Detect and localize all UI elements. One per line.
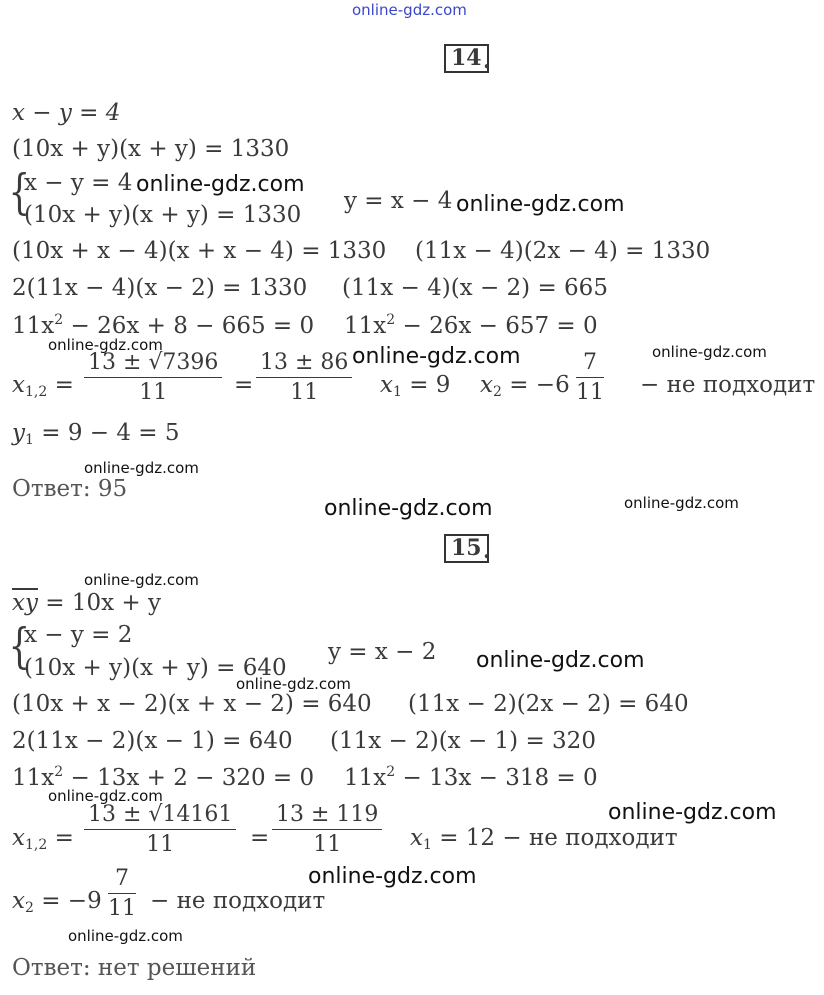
p15-system-eq-1: x − y = 2 xyxy=(24,622,133,648)
p14-y-substitution: y = x − 4 xyxy=(344,188,453,214)
p15-line-4b: (11x − 2)(2x − 2) = 640 xyxy=(408,691,689,717)
p14-x1: $x_1 = 9$ xyxy=(380,372,451,400)
p14-answer: Ответ: 95 xyxy=(12,476,128,502)
p14-line-6a: $11x^2 - 26x + 8 - 665 = 0$ xyxy=(12,312,315,339)
watermark-5: online-gdz.com xyxy=(652,343,767,361)
watermark-13: online-gdz.com xyxy=(608,800,777,825)
p15-answer: Ответ: нет решений xyxy=(12,955,257,981)
p14-fraction-1: 13 ± √7396 11 xyxy=(84,350,222,405)
problem-15-number: 15 xyxy=(444,534,489,563)
p14-line-5a: 2(11x − 4)(x − 2) = 1330 xyxy=(12,275,308,301)
watermark-8: online-gdz.com xyxy=(624,494,739,512)
p14-line-6b: $11x^2 - 26x - 657 = 0$ xyxy=(344,312,598,339)
p14-y1: $y_1 = 9 - 4 = 5$ xyxy=(12,420,180,448)
p15-x12-label: $x_{1,2}$ = xyxy=(12,825,74,853)
p14-line-2: (10x + y)(x + y) = 1330 xyxy=(12,136,290,162)
p15-line-5b: (11x − 2)(x − 1) = 320 xyxy=(330,728,596,754)
p14-line-1: x − y = 4 xyxy=(12,100,121,126)
p15-line-6b: $11x^2 - 13x - 318 = 0$ xyxy=(344,764,598,791)
p14-line-5b: (11x − 4)(x − 2) = 665 xyxy=(342,275,608,301)
p15-x2-note: − не подходит xyxy=(150,888,326,914)
p15-line-5a: 2(11x − 2)(x − 1) = 640 xyxy=(12,728,293,754)
p15-x2: $x_2 = -9$ xyxy=(12,888,102,916)
problem-14-number: 14 xyxy=(444,44,489,73)
p15-line-6a: $11x^2 - 13x + 2 - 320 = 0$ xyxy=(12,764,315,791)
p14-system-eq-2: (10x + y)(x + y) = 1330 xyxy=(24,202,302,228)
watermark-15: online-gdz.com xyxy=(68,927,183,945)
p14-equals: = xyxy=(234,372,254,398)
p15-x2-fraction: 7 11 xyxy=(108,866,136,921)
watermark-9: online-gdz.com xyxy=(84,571,199,589)
p14-x2: $x_2 = -6$ xyxy=(480,372,570,400)
p15-fraction-1: 13 ± √14161 11 xyxy=(84,802,236,857)
watermark-14: online-gdz.com xyxy=(308,864,477,889)
watermark-3: online-gdz.com xyxy=(48,336,163,354)
p14-x2-fraction: 7 11 xyxy=(576,350,604,405)
watermark-12: online-gdz.com xyxy=(48,787,163,805)
p15-y-substitution: y = x − 2 xyxy=(328,639,437,665)
problem-15-dot: . xyxy=(483,538,491,564)
p14-x2-note: − не подходит xyxy=(640,372,816,398)
p14-system-eq-1: x − y = 4 xyxy=(24,170,133,196)
watermark-7: online-gdz.com xyxy=(324,496,493,521)
watermark-11: online-gdz.com xyxy=(236,675,351,693)
watermark-10: online-gdz.com xyxy=(476,648,645,673)
p15-equals: = xyxy=(250,825,270,851)
p15-fraction-2: 13 ± 119 11 xyxy=(272,802,382,857)
problem-14-dot: . xyxy=(483,48,491,74)
p14-line-4b: (11x − 4)(2x − 4) = 1330 xyxy=(415,238,711,264)
p15-x1: $x_1 = 12$ − не подходит xyxy=(410,825,678,853)
p15-line-1: $\overline{xy} = 10x + y$ xyxy=(12,590,161,616)
p14-fraction-2: 13 ± 86 11 xyxy=(256,350,352,405)
p14-line-4a: (10x + x − 4)(x + x − 4) = 1330 xyxy=(12,238,387,264)
p15-system-brace: { xyxy=(8,618,30,674)
watermark-4: online-gdz.com xyxy=(352,344,521,369)
p14-x12-label: $x_{1,2}$ = xyxy=(12,372,74,400)
watermark-6: online-gdz.com xyxy=(84,459,199,477)
p15-line-4a: (10x + x − 2)(x + x − 2) = 640 xyxy=(12,691,372,717)
watermark-top[interactable]: online-gdz.com xyxy=(352,1,467,19)
p15-system-eq-2: (10x + y)(x + y) = 640 xyxy=(24,655,287,681)
watermark-2: online-gdz.com xyxy=(456,192,625,217)
p14-system-brace: { xyxy=(8,164,30,220)
watermark-1: online-gdz.com xyxy=(136,172,305,197)
